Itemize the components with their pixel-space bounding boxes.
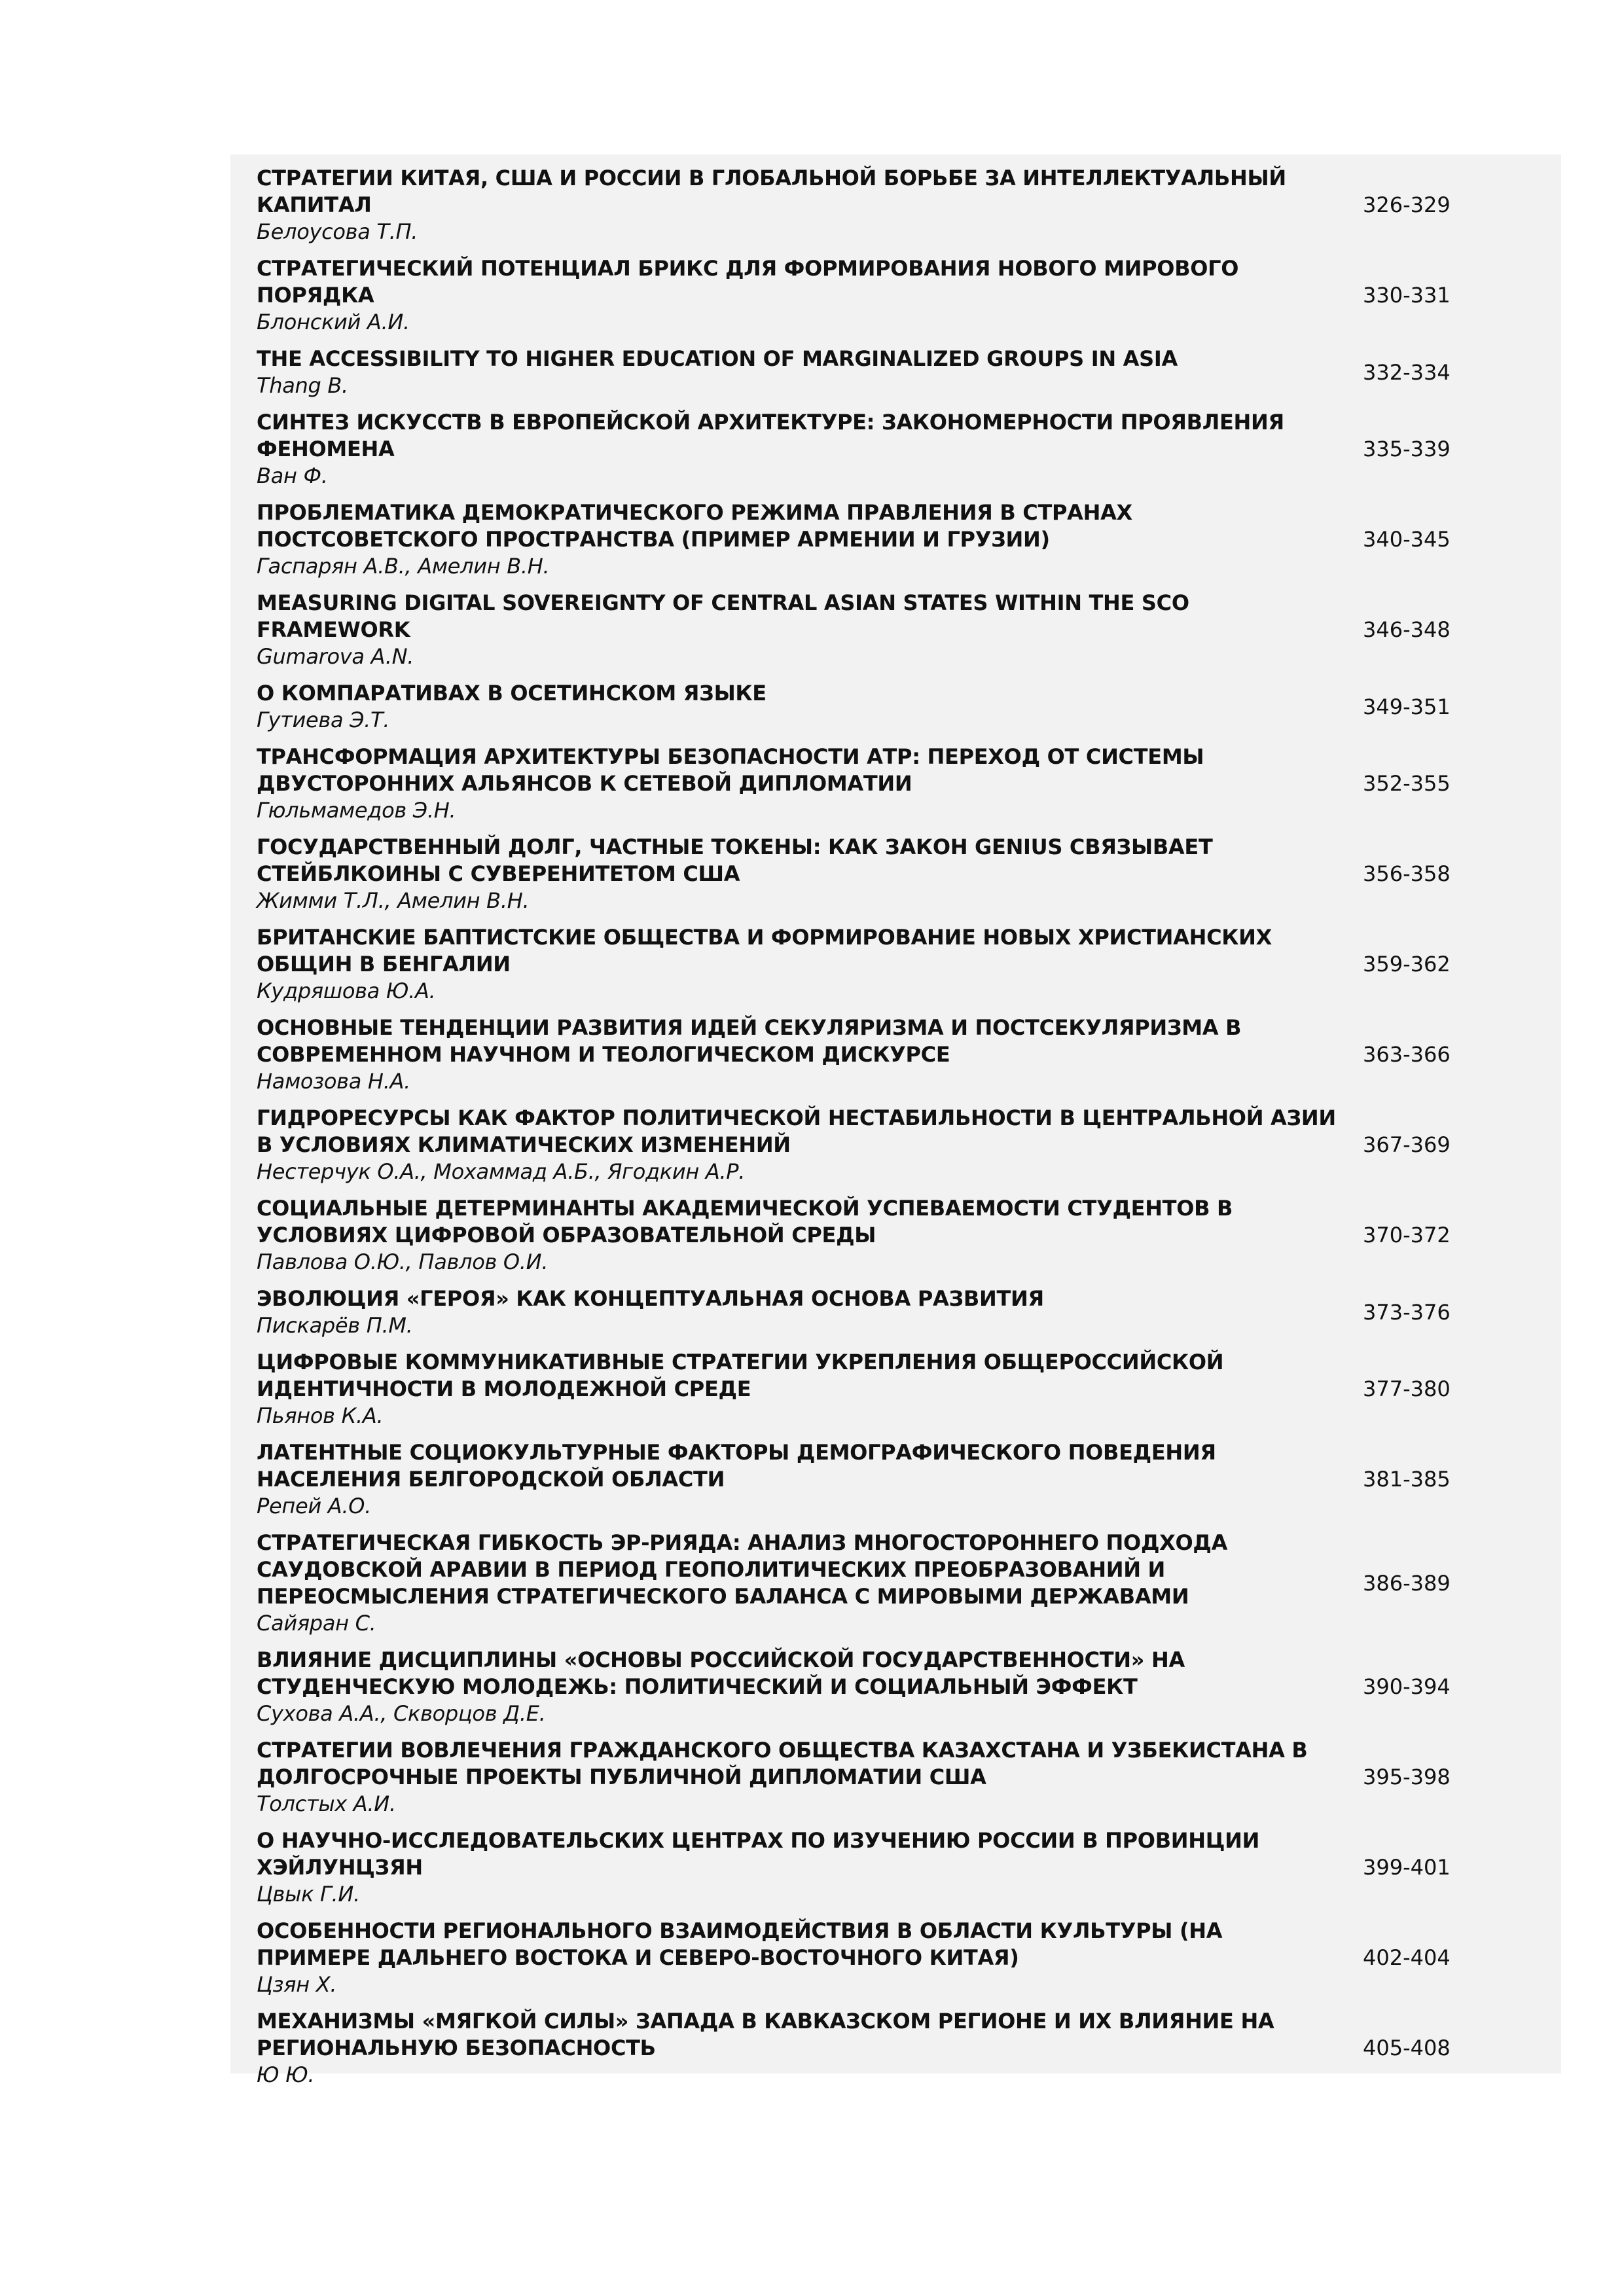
- entry-title: СТРАТЕГИЧЕСКАЯ ГИБКОСТЬ ЭР-РИЯДА: АНАЛИЗ МНОГОСТОРОННЕГО ПОДХОДА САУДОВСКОЙ АРАВИИ В ПЕРИОД ГЕОПОЛИТИЧЕСКИХ ПРЕОБРАЗОВАНИЙ И ПЕРЕОСМЫСЛЕНИЯ СТРАТЕГИЧЕСКОГО БАЛАНСА С МИРОВЫМИ ДЕРЖАВАМИ: [257, 1530, 1228, 1609]
- entry-authors: Сайяран С.: [257, 1611, 376, 1636]
- toc-entry: [257, 1530, 1540, 1637]
- entry-authors: Сухова А.А., Скворцов Д.Е.: [257, 1701, 546, 1726]
- entry-title: ЭВОЛЮЦИЯ «ГЕРОЯ» КАК КОНЦЕПТУАЛЬНАЯ ОСНОВА РАЗВИТИЯ: [257, 1286, 1044, 1311]
- entry-text-block: [257, 680, 1337, 734]
- toc-entry: [257, 1014, 1540, 1095]
- entry-text-block: [257, 1014, 1337, 1095]
- entry-title: ЦИФРОВЫЕ КОММУНИКАТИВНЫЕ СТРАТЕГИИ УКРЕПЛЕНИЯ ОБЩЕРОССИЙСКОЙ ИДЕНТИЧНОСТИ В МОЛОДЕЖНОЙ СРЕДЕ: [257, 1350, 1224, 1401]
- entry-title: БРИТАНСКИЕ БАПТИСТСКИЕ ОБЩЕСТВА И ФОРМИРОВАНИЕ НОВЫХ ХРИСТИАНСКИХ ОБЩИН В БЕНГАЛИИ: [257, 925, 1272, 977]
- entry-text-block: [257, 1195, 1337, 1276]
- entry-text-block: [257, 2008, 1337, 2089]
- toc-entry: [257, 346, 1540, 399]
- entry-page-range: 340-345: [1363, 527, 1451, 552]
- entry-text-block: [257, 1827, 1337, 1908]
- entry-text-block: [257, 255, 1337, 336]
- entry-text-block: [257, 1737, 1337, 1818]
- entry-authors: Gumarova A.N.: [257, 644, 414, 669]
- entry-text-block: [257, 409, 1337, 490]
- entry-title: ВЛИЯНИЕ ДИСЦИПЛИНЫ «ОСНОВЫ РОССИЙСКОЙ ГОСУДАРСТВЕННОСТИ» НА СТУДЕНЧЕСКУЮ МОЛОДЕЖЬ: ПОЛИТИЧЕСКИЙ И СОЦИАЛЬНЫЙ ЭФФЕКТ: [257, 1647, 1185, 1699]
- entry-authors: Блонский А.И.: [257, 310, 410, 334]
- entry-title: ЛАТЕНТНЫЕ СОЦИОКУЛЬТУРНЫЕ ФАКТОРЫ ДЕМОГРАФИЧЕСКОГО ПОВЕДЕНИЯ НАСЕЛЕНИЯ БЕЛГОРОДСКОЙ ОБЛАСТИ: [257, 1440, 1216, 1492]
- entry-title: СОЦИАЛЬНЫЕ ДЕТЕРМИНАНТЫ АКАДЕМИЧЕСКОЙ УСПЕВАЕМОСТИ СТУДЕНТОВ В УСЛОВИЯХ ЦИФРОВОЙ ОБРАЗОВАТЕЛЬНОЙ СРЕДЫ: [257, 1196, 1233, 1247]
- entry-page-range: 352-355: [1363, 771, 1451, 796]
- toc-entry: [257, 255, 1540, 336]
- entry-page-range: 359-362: [1363, 952, 1451, 977]
- entry-page-range: 386-389: [1363, 1570, 1451, 1596]
- entry-text-block: [257, 1439, 1337, 1520]
- entry-authors: Белоусова Т.П.: [257, 219, 418, 244]
- entry-title: СТРАТЕГИЧЕСКИЙ ПОТЕНЦИАЛ БРИКС ДЛЯ ФОРМИРОВАНИЯ НОВОГО МИРОВОГО ПОРЯДКА: [257, 256, 1239, 308]
- toc-entry: [257, 2008, 1540, 2089]
- entry-page-range: 332-334: [1363, 359, 1451, 385]
- toc-entry: [257, 1647, 1540, 1727]
- entry-title: ОСНОВНЫЕ ТЕНДЕНЦИИ РАЗВИТИЯ ИДЕЙ СЕКУЛЯРИЗМА И ПОСТСЕКУЛЯРИЗМА В СОВРЕМЕННОМ НАУЧНОМ И ТЕОЛОГИЧЕСКОМ ДИСКУРСЕ: [257, 1015, 1242, 1067]
- toc-entry: [257, 1439, 1540, 1520]
- toc-entry: [257, 680, 1540, 734]
- entry-page-range: 381-385: [1363, 1467, 1451, 1492]
- toc-entry: [257, 1737, 1540, 1818]
- entry-title: ОСОБЕННОСТИ РЕГИОНАЛЬНОГО ВЗАИМОДЕЙСТВИЯ В ОБЛАСТИ КУЛЬТУРЫ (НА ПРИМЕРЕ ДАЛЬНЕГО ВОСТОКА И СЕВЕРО-ВОСТОЧНОГО КИТАЯ): [257, 1918, 1223, 1970]
- entry-text-block: [257, 1918, 1337, 1998]
- entry-title: ТРАНСФОРМАЦИЯ АРХИТЕКТУРЫ БЕЗОПАСНОСТИ АТР: ПЕРЕХОД ОТ СИСТЕМЫ ДВУСТОРОННИХ АЛЬЯНСОВ К СЕТЕВОЙ ДИПЛОМАТИИ: [257, 744, 1204, 796]
- entry-text-block: [257, 1285, 1337, 1339]
- toc-entry: [257, 744, 1540, 824]
- entry-title: МЕХАНИЗМЫ «МЯГКОЙ СИЛЫ» ЗАПАДА В КАВКАЗСКОМ РЕГИОНЕ И ИХ ВЛИЯНИЕ НА РЕГИОНАЛЬНУЮ БЕЗОПАСНОСТЬ: [257, 2009, 1274, 2060]
- toc-entry: [257, 1195, 1540, 1276]
- entry-text-block: [257, 590, 1337, 670]
- toc-entry: [257, 834, 1540, 914]
- entry-page-range: 356-358: [1363, 861, 1451, 886]
- entry-authors: Гутиева Э.Т.: [257, 708, 390, 732]
- entry-page-range: 377-380: [1363, 1376, 1451, 1401]
- entry-text-block: [257, 834, 1337, 914]
- entry-text-block: [257, 744, 1337, 824]
- entry-page-range: 390-394: [1363, 1674, 1451, 1699]
- entry-text-block: [257, 346, 1337, 399]
- entry-text-block: [257, 499, 1337, 580]
- toc-entry: [257, 1918, 1540, 1998]
- entry-authors: Намозова Н.А.: [257, 1069, 411, 1094]
- toc-entry: [257, 590, 1540, 670]
- toc-list: [257, 165, 1540, 2098]
- entry-page-range: 405-408: [1363, 2036, 1451, 2060]
- entry-title: О НАУЧНО-ИССЛЕДОВАТЕЛЬСКИХ ЦЕНТРАХ ПО ИЗУЧЕНИЮ РОССИИ В ПРОВИНЦИИ ХЭЙЛУНЦЗЯН: [257, 1828, 1260, 1880]
- entry-authors: Ван Ф.: [257, 463, 328, 488]
- entry-authors: Павлова О.Ю., Павлов О.И.: [257, 1249, 549, 1274]
- entry-page-range: 395-398: [1363, 1765, 1451, 1789]
- entry-authors: Цвык Г.И.: [257, 1882, 360, 1907]
- entry-authors: Репей А.О.: [257, 1494, 371, 1518]
- entry-authors: Гаспарян А.В., Амелин В.Н.: [257, 554, 550, 579]
- toc-entry: [257, 1285, 1540, 1339]
- toc-entry: [257, 924, 1540, 1005]
- entry-title: СИНТЕЗ ИСКУССТВ В ЕВРОПЕЙСКОЙ АРХИТЕКТУРЕ: ЗАКОНОМЕРНОСТИ ПРОЯВЛЕНИЯ ФЕНОМЕНА: [257, 410, 1284, 461]
- entry-authors: Пьянов К.А.: [257, 1403, 384, 1428]
- entry-page-range: 335-339: [1363, 437, 1451, 461]
- toc-panel: [230, 154, 1561, 2087]
- entry-authors: Цзян Х.: [257, 1972, 337, 1997]
- entry-page-range: 402-404: [1363, 1945, 1451, 1970]
- entry-text-block: [257, 1530, 1337, 1637]
- entry-text-block: [257, 1647, 1337, 1727]
- entry-title: СТРАТЕГИИ КИТАЯ, США И РОССИИ В ГЛОБАЛЬНОЙ БОРЬБЕ ЗА ИНТЕЛЛЕКТУАЛЬНЫЙ КАПИТАЛ: [257, 166, 1286, 217]
- entry-text-block: [257, 924, 1337, 1005]
- toc-entry: [257, 165, 1540, 245]
- entry-authors: Ю Ю.: [257, 2062, 315, 2087]
- entry-text-block: [257, 1105, 1337, 1185]
- entry-title: THE ACCESSIBILITY TO HIGHER EDUCATION OF MARGINALIZED GROUPS IN ASIA: [257, 346, 1178, 371]
- entry-authors: Thang B.: [257, 373, 348, 398]
- entry-text-block: [257, 1349, 1337, 1429]
- toc-entry: [257, 499, 1540, 580]
- entry-title: ГИДРОРЕСУРСЫ КАК ФАКТОР ПОЛИТИЧЕСКОЙ НЕСТАБИЛЬНОСТИ В ЦЕНТРАЛЬНОЙ АЗИИ В УСЛОВИЯХ КЛИМАТИЧЕСКИХ ИЗМЕНЕНИЙ: [257, 1105, 1336, 1157]
- entry-page-range: 370-372: [1363, 1223, 1451, 1247]
- entry-title: MEASURING DIGITAL SOVEREIGNTY OF CENTRAL ASIAN STATES WITHIN THE SCO FRAMEWORK: [257, 590, 1189, 642]
- toc-entry: [257, 1349, 1540, 1429]
- entry-page-range: 363-366: [1363, 1042, 1451, 1067]
- entry-authors: Жимми Т.Л., Амелин В.Н.: [257, 888, 530, 913]
- toc-entry: [257, 409, 1540, 490]
- entry-title: СТРАТЕГИИ ВОВЛЕЧЕНИЯ ГРАЖДАНСКОГО ОБЩЕСТВА КАЗАХСТАНА И УЗБЕКИСТАНА В ДОЛГОСРОЧНЫЕ ПРОЕКТЫ ПУБЛИЧНОЙ ДИПЛОМАТИИ США: [257, 1738, 1308, 1789]
- toc-entry: [257, 1105, 1540, 1185]
- entry-authors: Кудряшова Ю.А.: [257, 978, 436, 1003]
- entry-title: О КОМПАРАТИВАХ В ОСЕТИНСКОМ ЯЗЫКЕ: [257, 681, 767, 706]
- entry-title: ГОСУДАРСТВЕННЫЙ ДОЛГ, ЧАСТНЫЕ ТОКЕНЫ: КАК ЗАКОН GENIUS СВЯЗЫВАЕТ СТЕЙБЛКОИНЫ С СУВЕРЕНИТЕТОМ США: [257, 834, 1213, 886]
- entry-text-block: [257, 165, 1337, 245]
- entry-authors: Толстых А.И.: [257, 1791, 396, 1816]
- entry-page-range: 326-329: [1363, 192, 1451, 217]
- entry-page-range: 346-348: [1363, 617, 1451, 642]
- entry-page-range: 373-376: [1363, 1299, 1451, 1325]
- entry-page-range: 330-331: [1363, 283, 1451, 308]
- entry-authors: Нестерчук О.А., Мохаммад А.Б., Ягодкин А.Р.: [257, 1159, 746, 1184]
- entry-title: ПРОБЛЕМАТИКА ДЕМОКРАТИЧЕСКОГО РЕЖИМА ПРАВЛЕНИЯ В СТРАНАХ ПОСТСОВЕТСКОГО ПРОСТРАНСТВА (ПРИМЕР АРМЕНИИ И ГРУЗИИ): [257, 500, 1132, 552]
- entry-page-range: 349-351: [1363, 694, 1451, 719]
- entry-page-range: 399-401: [1363, 1855, 1451, 1880]
- toc-entry: [257, 1827, 1540, 1908]
- entry-page-range: 367-369: [1363, 1132, 1451, 1157]
- entry-authors: Пискарёв П.М.: [257, 1313, 413, 1338]
- entry-authors: Гюльмамедов Э.Н.: [257, 798, 456, 823]
